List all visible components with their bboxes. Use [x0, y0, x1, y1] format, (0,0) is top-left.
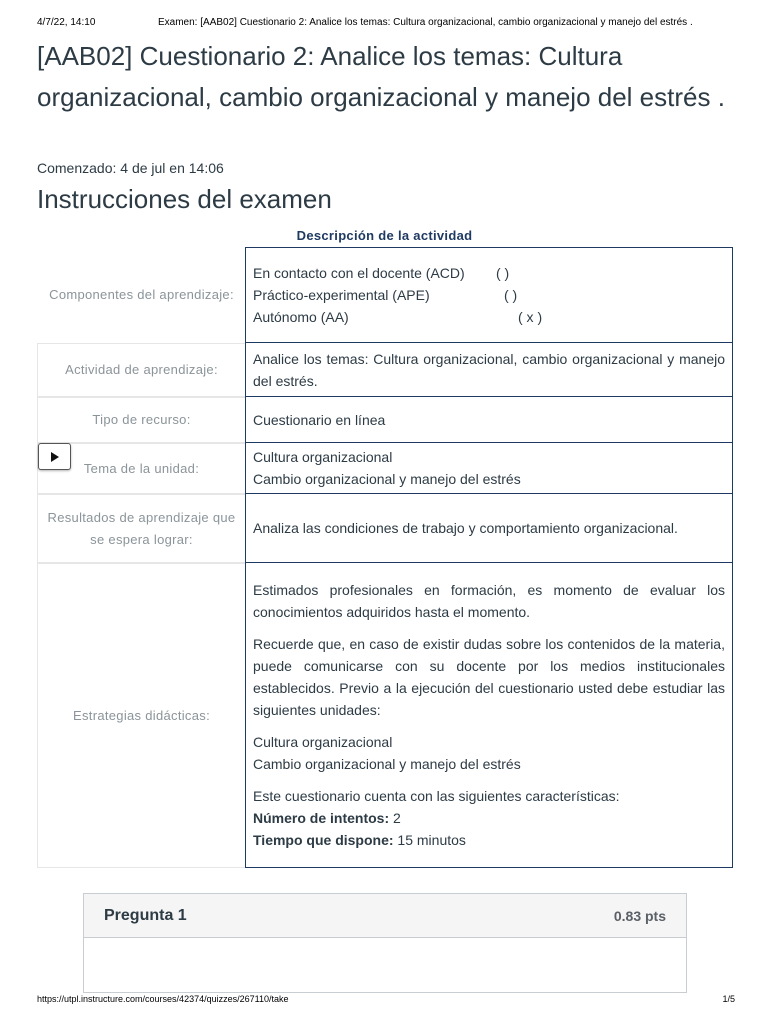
- table-row: [37, 247, 733, 343]
- table-row: [37, 397, 733, 443]
- print-footer: [37, 994, 735, 1008]
- list-item: Práctico-experimental (APE) ( ): [253, 287, 518, 303]
- print-url: https://utpl.instructure.com/courses/42374/quizzes/267110/take: [37, 994, 289, 1004]
- print-page-title: Examen: [AAB02] Cuestionario 2: Analice los temas: Cultura organizacional, cambio organizacional y manejo del estrés .: [158, 17, 693, 28]
- question-header: [84, 894, 686, 938]
- play-button[interactable]: [38, 443, 71, 470]
- results-label: Resultados de aprendizaje que se espera lograr:: [37, 494, 245, 563]
- time-label: Tiempo que dispone:: [253, 832, 394, 848]
- print-datetime: 4/7/22, 14:10: [37, 17, 96, 28]
- activity-description-caption: Descripción de la actividad: [296, 228, 473, 243]
- unit-value: Cultura organizacional Cambio organizacional y manejo del estrés: [245, 443, 733, 494]
- activity-value: Analice los temas: Cultura organizacional, cambio organizacional y manejo del estrés.: [245, 343, 733, 397]
- question-points: 0.83 pts: [613, 907, 666, 924]
- activity-description-table: [37, 247, 733, 868]
- print-header: [37, 17, 735, 31]
- list-item: En contacto con el docente (ACD) ( ): [253, 265, 510, 281]
- instructions-heading: Instrucciones del examen: [37, 184, 332, 214]
- page-title: [AAB02] Cuestionario 2: Analice los temas: Cultura organizacional, cambio organizacional y manejo del estrés .: [37, 41, 725, 112]
- question-title: Pregunta 1: [104, 906, 187, 924]
- attempts-value: 2: [389, 810, 401, 826]
- table-row: [37, 563, 733, 868]
- unit-label: Tema de la unidad:: [37, 443, 245, 494]
- resource-label: Tipo de recurso:: [37, 397, 245, 443]
- resource-value: Cuestionario en línea: [245, 397, 733, 443]
- table-row: [37, 343, 733, 397]
- components-label: Componentes del aprendizaje:: [49, 287, 234, 302]
- question-card: [83, 893, 687, 993]
- results-value: Analiza las condiciones de trabajo y comportamiento organizacional.: [245, 494, 733, 563]
- play-icon: [50, 451, 60, 463]
- strategies-reminder: Recuerde que, en caso de existir dudas sobre los contenidos de la materia, puede comunicarse con su docente por los medios institucionales establecidos. Previo a la ejecución del cuestionario usted debe estudiar las siguientes unidades:: [253, 636, 725, 718]
- started-timestamp: Comenzado: 4 de jul en 14:06: [37, 160, 224, 176]
- components-value: [245, 247, 733, 343]
- strategies-label: Estrategias didácticas:: [37, 563, 245, 868]
- attempts-label: Número de intentos:: [253, 810, 390, 826]
- print-page-number: 1/5: [722, 994, 735, 1004]
- table-row: [37, 443, 733, 494]
- strategies-features: Este cuestionario cuenta con las siguientes características: Número de intentos: 2 Tiempo que dispone: 15 minutos: [253, 788, 620, 848]
- activity-label: Actividad de aprendizaje:: [37, 343, 245, 397]
- list-item: Autónomo (AA) ( x ): [253, 309, 543, 325]
- strategies-units: Cultura organizacional Cambio organizacional y manejo del estrés: [253, 734, 521, 772]
- strategies-value: [245, 563, 733, 868]
- time-value: 15 minutos: [393, 832, 466, 848]
- strategies-intro: Estimados profesionales en formación, es momento de evaluar los conocimientos adquiridos hasta el momento.: [253, 582, 725, 620]
- table-row: [37, 494, 733, 563]
